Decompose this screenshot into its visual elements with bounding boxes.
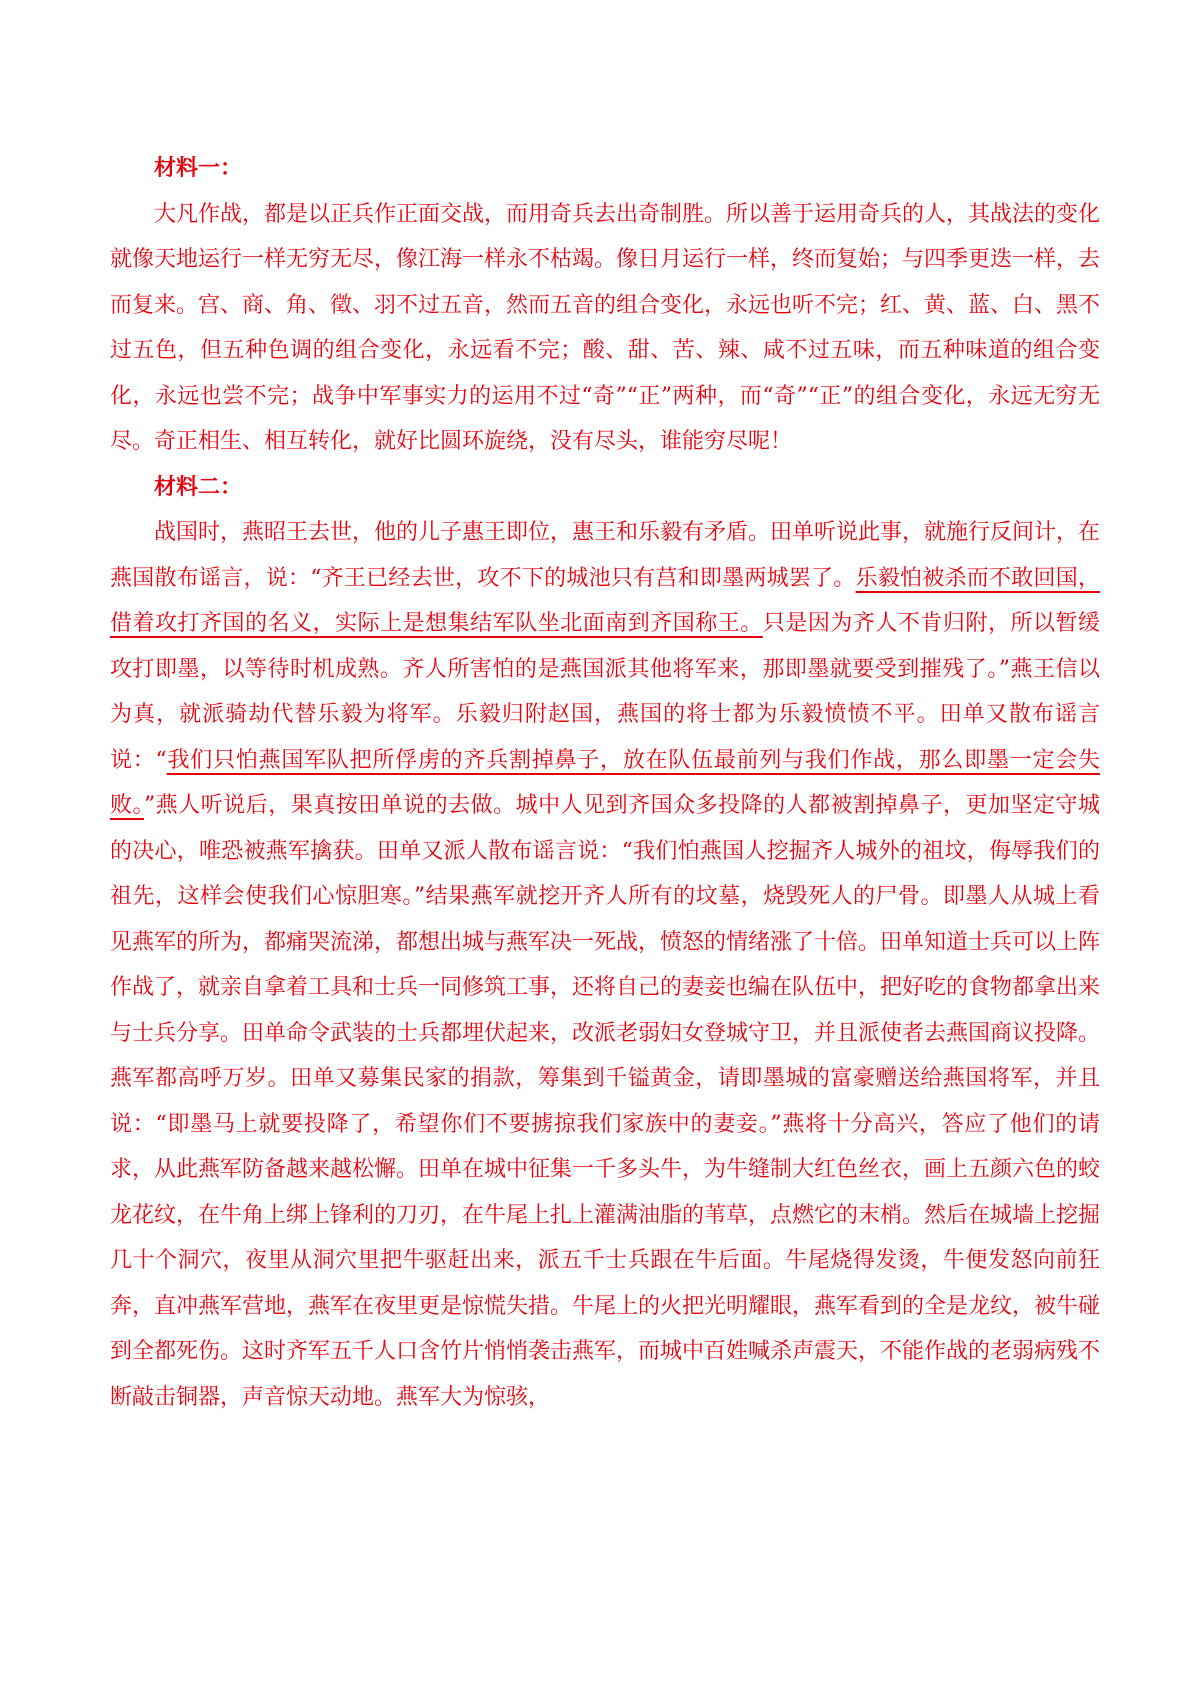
material-one-paragraph: 大凡作战，都是以正兵作正面交战，而用奇兵去出奇制胜。所以善于运用奇兵的人，其战法的变化就像天地运行一样无穷无尽，像江海一样永不枯竭。像日月运行一样，终而复始；与四季更迭一样，去而复来。宫、商、角、徵、羽不过五音，然而五音的组合变化，永远也听不完；红、黄、蓝、白、黑不过五色，但五种色调的组合变化，永远看不完；酸、甜、苦、辣、咸不过五味，而五种味道的组合变化，永远也尝不完；战争中军事实力的运用不过“奇”“正”两种，而“奇”“正”的组合变化，永远无穷无尽。奇正相生、相互转化，就好比圆环旋绕，没有尽头，谁能穷尽呢！ xyxy=(110,201,1101,454)
underlined-sentence-2: 我们只怕燕国军队把所俘虏的齐兵割掉鼻子，放在队伍最前列与我们作战，那么即墨一定会失败。 xyxy=(110,747,1100,818)
material-two-paragraph xyxy=(110,510,1100,1420)
document-page xyxy=(110,146,1100,1420)
material-one-heading: 材料一： xyxy=(154,156,243,181)
material-two-text-3: ”燕人听说后，果真按田单说的去做。城中人见到齐国众多投降的人都被割掉鼻子，更加坚定守城的决心，唯恐被燕军擒获。田单又派人散布谣言说：“我们怕燕国人挖掘齐人城外的祖坟，侮辱我们的祖先，这样会使我们心惊胆寒。”结果燕军就挖开齐人所有的坟墓，烧毁死人的尸骨。即墨人从城上看见燕军的所为，都痛哭流涕，都想出城与燕军决一死战，愤怒的情绪涨了十倍。田单知道士兵可以上阵作战了，就亲自拿着工具和士兵一同修筑工事，还将自己的妻妾也编在队伍中，把好吃的食物都拿出来与士兵分享。田单命令武装的士兵都埋伏起来，改派老弱妇女登城守卫，并且派使者去燕国商议投降。燕军都高呼万岁。田单又募集民家的捐款，筹集到千镒黄金，请即墨城的富豪赠送给燕国将军，并且说：“即墨马上就要投降了，希望你们不要掳掠我们家族中的妻妾。”燕将十分高兴，答应了他们的请求，从此燕军防备越来越松懈。田单在城中征集一千多头牛，为牛缝制大红色丝衣，画上五颜六色的蛟龙花纹，在牛角上绑上锋利的刀刃，在牛尾上扎上灌满油脂的苇草，点燃它的末梢。然后在城墙上挖掘几十个洞穴，夜里从洞穴里把牛驱赶出来，派五千士兵跟在牛后面。牛尾烧得发烫，牛便发怒向前狂奔，直冲燕军营地，燕军在夜里更是惊慌失措。牛尾上的火把光明耀眼，燕军看到的全是龙纹，被牛碰到全都死伤。这时齐军五千人口含竹片悄悄袭击燕军，而城中百姓喊杀声震天，不能作战的老弱病残不断敲击铜器，声音惊天动地。燕军大为惊骇， xyxy=(110,793,1101,1410)
material-two-text-1: 战国时，燕昭王去世，他的儿子惠王即位，惠王和乐毅有矛盾。田单听说此事，就施行反间计，在燕国散布谣言，说：“齐王已经去世，攻不下的城池只有莒和即墨两城罢了。 xyxy=(110,520,1101,591)
underlined-sentence-1: 乐毅怕被杀而不敢回国，借着攻打齐国的名义，实际上是想集结军队坐北面南到齐国称王。 xyxy=(110,565,1100,636)
material-two-heading: 材料二： xyxy=(154,474,243,500)
material-two-text-2: 只是因为齐人不肯归附，所以暂缓攻打即墨，以等待时机成熟。齐人所害怕的是燕国派其他将军来，那即墨就要受到摧残了。”燕王信以为真，就派骑劫代替乐毅为将军。乐毅归附赵国，燕国的将士都为乐毅愤愤不平。田单又散布谣言说：“ xyxy=(110,611,1100,773)
